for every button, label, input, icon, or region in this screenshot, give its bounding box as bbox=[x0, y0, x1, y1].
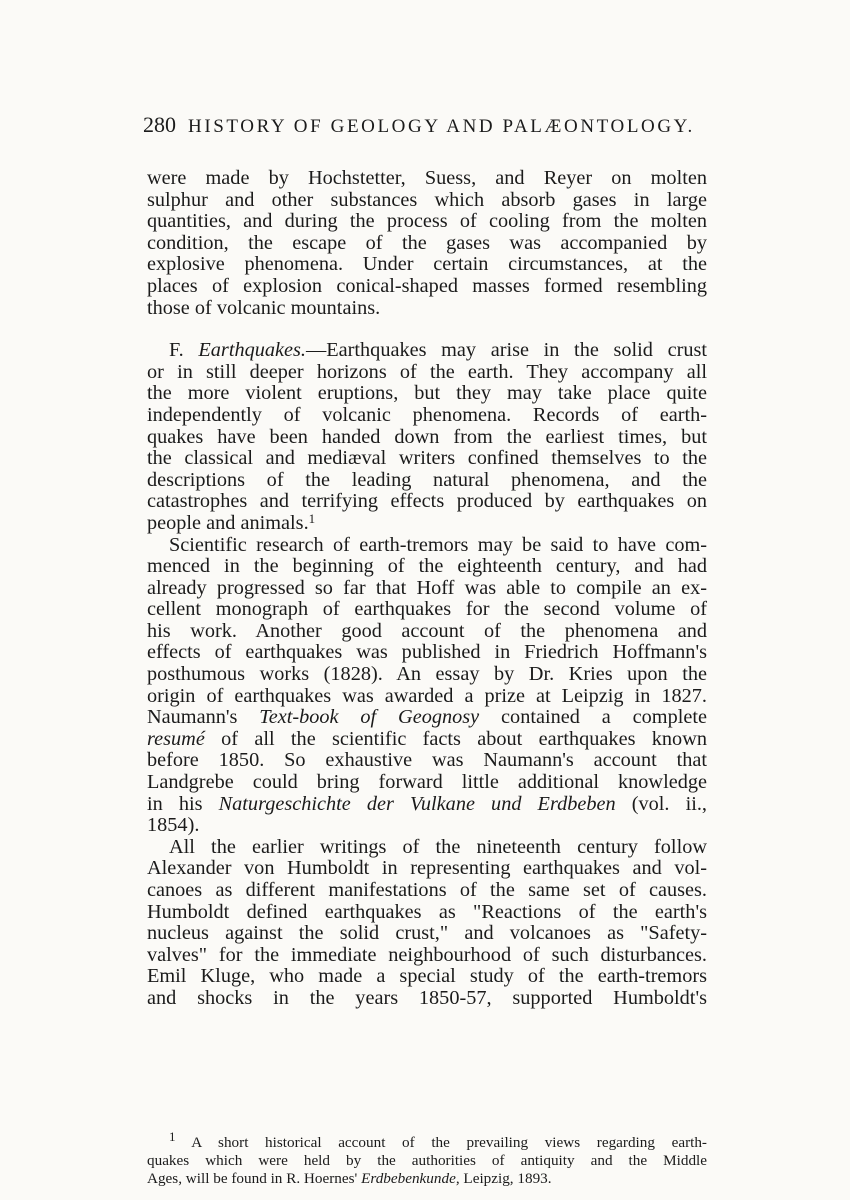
text-line: those of volcanic mountains. bbox=[147, 296, 381, 319]
text-line: quantities, and during the process of cooling from the molten bbox=[147, 210, 707, 233]
text-line: Humboldt defined earthquakes as "Reactions of the earth's bbox=[147, 900, 707, 923]
text-run: in his bbox=[147, 792, 219, 815]
text-line: sulphur and other substances which absorb gases in large bbox=[147, 188, 707, 211]
text-run: of all the scientific facts about earthquakes known bbox=[204, 727, 707, 750]
section-letter: F. bbox=[169, 339, 184, 362]
text-line: posthumous works (1828). An essay by Dr. Kries upon the bbox=[147, 663, 707, 686]
footnote-marker: 1 bbox=[169, 1129, 176, 1144]
text-line: catastrophes and terrifying effects produced by earthquakes on bbox=[147, 490, 707, 513]
text-line: quakes have been handed down from the earliest times, but bbox=[147, 425, 707, 448]
text-line: the classical and mediæval writers confined themselves to the bbox=[147, 447, 707, 470]
footnote-line bbox=[147, 1170, 707, 1188]
text-line: valves" for the immediate neighbourhood of such disturbances. bbox=[147, 943, 707, 966]
text-line: nucleus against the solid crust," and volcanoes as "Safety- bbox=[147, 922, 707, 945]
paragraph-humboldt bbox=[147, 837, 707, 1010]
text-line: condition, the escape of the gases was accompanied by bbox=[147, 231, 707, 254]
paragraph-research bbox=[147, 535, 707, 837]
text-line: Alexander von Humboldt in representing earthquakes and vol- bbox=[147, 857, 707, 880]
text-line bbox=[147, 510, 707, 535]
text-line: his work. Another good account of the phenomena and bbox=[147, 619, 707, 642]
text-line: origin of earthquakes was awarded a prize at Leipzig in 1827. bbox=[147, 684, 707, 707]
text-line: canoes as different manifestations of the same set of causes. bbox=[147, 879, 707, 901]
text-line: places of explosion conical-shaped masses formed resembling bbox=[147, 274, 707, 297]
book-title: Text-book of Geognosy bbox=[259, 706, 480, 729]
text-run: Ages, will be found in R. Hoernes' bbox=[147, 1169, 362, 1187]
section-heading-line bbox=[147, 340, 707, 362]
text-run: —Earthquakes may arise in the solid crust bbox=[305, 339, 707, 362]
text-line: All the earlier writings of the nineteenth century follow bbox=[169, 835, 707, 858]
paragraph-earthquakes bbox=[147, 340, 707, 534]
text-line: already progressed so far that Hoff was able to compile an ex- bbox=[147, 576, 707, 599]
running-header bbox=[143, 112, 707, 152]
text-line: effects of earthquakes was published in Friedrich Hoffmann's bbox=[147, 641, 707, 664]
book-page bbox=[143, 112, 707, 1187]
book-title: Naturgeschichte der Vulkane und Erdbeben bbox=[218, 792, 616, 815]
footnote bbox=[147, 1129, 707, 1187]
running-title: HISTORY OF GEOLOGY AND PALÆONTOLOGY. bbox=[188, 116, 695, 137]
text-line: descriptions of the leading natural phenomena, and the bbox=[147, 468, 707, 491]
text-line bbox=[147, 794, 707, 816]
text-line: or in still deeper horizons of the earth. They accompany all bbox=[147, 360, 707, 383]
footnote-line bbox=[147, 1129, 707, 1152]
text-line: and shocks in the years 1850-57, supported Humboldt's bbox=[147, 986, 707, 1009]
paragraph-1 bbox=[147, 168, 707, 319]
text-line: cellent monograph of earthquakes for the second volume of bbox=[147, 598, 707, 621]
text-run: Naumann's bbox=[147, 706, 260, 729]
text-line: Landgrebe could bring forward little additional knowledge bbox=[147, 771, 707, 794]
footnote-line: quakes which were held by the authorities of antiquity and the Middle bbox=[147, 1151, 707, 1169]
text-line: Emil Kluge, who made a special study of the earth-tremors bbox=[147, 965, 707, 988]
section-heading: Earthquakes. bbox=[198, 339, 306, 362]
text-line: 1854). bbox=[147, 814, 200, 837]
text-run: , Leipzig, 1893. bbox=[455, 1169, 552, 1187]
text-line: Scientific research of earth-tremors may be said to have com- bbox=[169, 533, 707, 556]
text-run: A short historical account of the prevailing views regarding earth- bbox=[191, 1134, 707, 1151]
text-line: before 1850. So exhaustive was Naumann's account that bbox=[147, 749, 707, 772]
text-run: contained a complete bbox=[479, 706, 707, 729]
text-line bbox=[147, 707, 707, 729]
text-line: independently of volcanic phenomena. Records of earth- bbox=[147, 403, 707, 426]
text-line bbox=[147, 729, 707, 751]
text-line: explosive phenomena. Under certain circumstances, at the bbox=[147, 253, 707, 276]
page-number: 280 bbox=[143, 112, 176, 137]
book-title: Erdbebenkunde bbox=[361, 1169, 456, 1187]
footnote-reference[interactable]: 1 bbox=[308, 510, 316, 526]
text-run: (vol. ii., bbox=[615, 792, 707, 815]
italic-term: resumé bbox=[147, 727, 205, 750]
text-run: people and animals. bbox=[147, 511, 309, 534]
text-line: the more violent eruptions, but they may take place quite bbox=[147, 382, 707, 405]
text-line: were made by Hochstetter, Suess, and Reyer on molten bbox=[147, 167, 707, 189]
text-line: menced in the beginning of the eighteenth century, and had bbox=[147, 555, 707, 578]
